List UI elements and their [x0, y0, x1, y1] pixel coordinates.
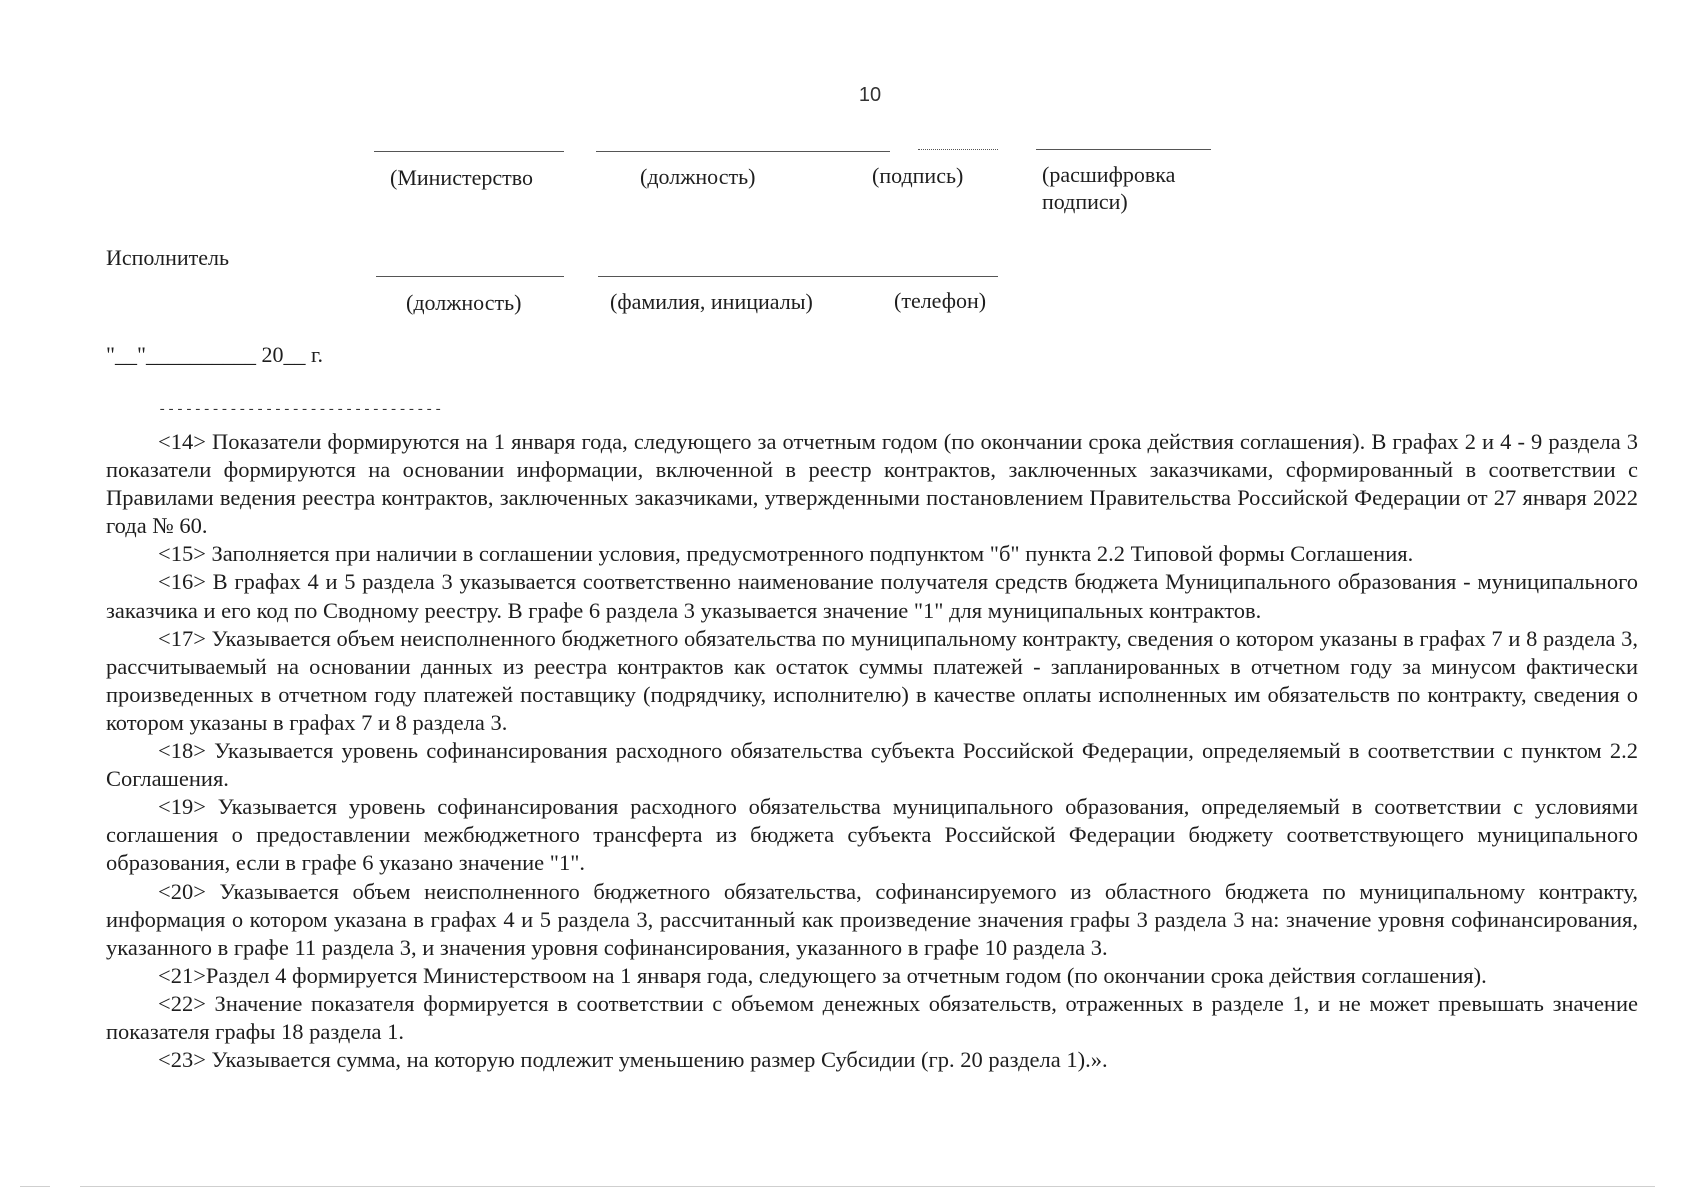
footnote-14: <14> Показатели формируются на 1 января года, следующего за отчетным годом (по окончании срока действия соглашения). В графах 2 и 4 - 9 раздела 3 показатели формируются на основании информации, включенной в реестр контрактов, заключенных заказчиками, сформированный в соответствии с Правилами ведения реестра контрактов, заключенных заказчиками, утвержденными постановлением Правительства Российской Федерации от 27 января 2022 года № 60.	[106, 429, 1638, 539]
footnote-17: <17> Указывается объем неисполненного бюджетного обязательства по муниципальному контракту, сведения о котором указаны в графах 7 и 8 раздела 3, рассчитываемый на основании данных из реестра контрактов как остаток суммы платежей - запланированных в отчетном году за минусом фактически произведенных в отчетном году платежей поставщику (подрядчику, исполнителю) в качестве оплаты исполненных им обязательств по контракту, сведения о котором указаны в графах 7 и 8 раздела 3.	[106, 625, 1638, 735]
position-label: (должность)	[640, 164, 756, 189]
ministry-label: (Министерство	[390, 165, 533, 190]
executor-name-label: (фамилия, инициалы)	[610, 289, 813, 314]
footnote-22: <22> Значение показателя формируется в соответствии с объемом денежных обязательств, отраженных в разделе 1, и не может превышать значение показателя графы 18 раздела 1.	[106, 990, 1638, 1044]
signature-label: (подпись)	[872, 163, 964, 188]
signature-decoding-label: (расшифровка подписи)	[1042, 162, 1176, 214]
executor-phone-label: (телефон)	[894, 288, 987, 313]
page-number: 10	[858, 84, 882, 106]
footnote-19: <19> Указывается уровень софинансирования расходного обязательства муниципального образования, определяемый в соответствии с условиями соглашения о предоставлении межбюджетного трансферта из бюджета субъекта Российской Федерации бюджету соответствующего муниципального образования, если в графе 6 указано значение "1".	[106, 794, 1638, 876]
decoding-signature-line	[1036, 149, 1211, 150]
executor-position-line	[376, 276, 564, 277]
footnote-20: <20> Указывается объем неисполненного бюджетного обязательства, софинансируемого из областного бюджета по муниципальному контракту, информация о котором указана в графах 4 и 5 раздела 3, рассчитанный как произведение значения графы 3 раздела 3 на: значение уровня софинансирования, указанного в графе 11 раздела 3, и значения уровня софинансирования, указанного в графе 10 раздела 3.	[106, 878, 1638, 960]
date-line: "__"__________ 20__ г.	[106, 342, 324, 367]
footnote-23: <23> Указывается сумма, на которую подлежит уменьшению размер Субсидии (гр. 20 раздела 1).».	[158, 1047, 1108, 1073]
page-bottom-edge	[80, 1186, 1655, 1187]
position-signature-line	[596, 151, 890, 152]
page-edge-mark	[20, 1186, 50, 1187]
footnote-15: <15> Заполняется при наличии в соглашении условия, предусмотренного подпунктом "б" пункта 2.2 Типовой формы Соглашения.	[158, 541, 1414, 567]
signature-line	[918, 149, 998, 150]
footnote-separator: --------------------------------	[158, 402, 443, 418]
executor-name-line	[598, 276, 998, 277]
footnote-16: <16> В графах 4 и 5 раздела 3 указывается соответственно наименование получателя средств бюджета Муниципального образования - муниципального заказчика и его код по Сводному реестру. В графе 6 раздела 3 указывается значение "1" для муниципальных контрактов.	[106, 569, 1638, 623]
executor-position-label: (должность)	[406, 290, 522, 315]
footnote-18: <18> Указывается уровень софинансирования расходного обязательства субъекта Российской Федерации, определяемый в соответствии с пунктом 2.2 Соглашения.	[106, 738, 1638, 792]
footnotes	[106, 428, 1638, 1074]
footnote-21: <21>Раздел 4 формируется Министерствоом на 1 января года, следующего за отчетным годом (по окончании срока действия соглашения).	[158, 962, 1487, 988]
ministry-signature-line	[374, 151, 564, 152]
executor-title: Исполнитель	[106, 245, 230, 270]
